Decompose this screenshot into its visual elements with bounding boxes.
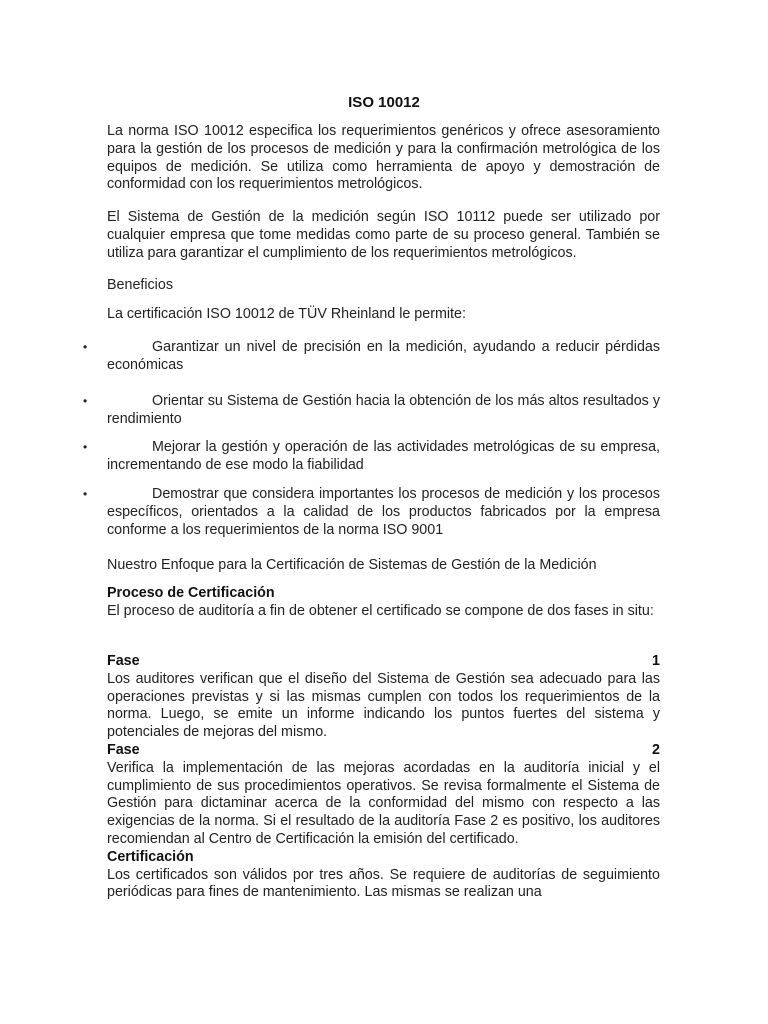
intro-paragraph-1: La norma ISO 10012 especifica los requerimientos genéricos y ofrece asesoramiento para la gestión de los procesos de medición y para la confirmación metrológica de los equipos de medición. Se utiliza como herramienta de apoyo y demostración de conformidad con los requerimientos metrológicos.: [107, 123, 660, 193]
list-item-text: Demostrar que considera importantes los procesos de medición y los procesos específicos, orientados a la calidad de los productos fabricados por la empresa conforme a los requerimientos de la norma ISO 9001: [107, 486, 660, 538]
fase-label: Fase: [107, 741, 140, 758]
fase-1-text: Los auditores verifican que el diseño del Sistema de Gestión sea adecuado para las operaciones previstas y si las mismas cumplen con todos los requerimientos de la norma. Luego, se emite un informe indicando los puntos fuertes del sistema y potenciales de mejoras del mismo.: [107, 670, 660, 741]
bullet-icon: •: [83, 487, 88, 501]
fase-2-heading: [107, 742, 660, 760]
list-item: [83, 393, 660, 429]
benefits-heading: Beneficios: [107, 277, 173, 293]
fase-section: [107, 653, 660, 902]
process-section: [107, 585, 660, 621]
document-title: ISO 10012: [348, 94, 420, 111]
fase-number: 2: [652, 741, 660, 758]
process-heading: Proceso de Certificación: [107, 585, 275, 601]
fase-2-text: Verifica la implementación de las mejoras acordadas en la auditoría inicial y el cumplimiento de sus procedimientos operativos. Se revisa formalmente el Sistema de Gestión para dictaminar acerca de la conformidad del mismo con respecto a las exigencias de la norma. Si el resultado de la auditoría Fase 2 es positivo, los auditores recomiendan al Centro de Certificación la emisión del certificado.: [107, 759, 660, 847]
list-item: [83, 439, 660, 475]
fase-1-heading: [107, 653, 660, 671]
fase-number: 1: [652, 653, 660, 669]
list-item-text: Mejorar la gestión y operación de las actividades metrológicas de su empresa, incrementando de ese modo la fiabilidad: [107, 439, 660, 473]
approach-heading: Nuestro Enfoque para la Certificación de Sistemas de Gestión de la Medición: [107, 557, 597, 573]
cert-text: Los certificados son válidos por tres años. Se requiere de auditorías de seguimiento periódicas para fines de mantenimiento. Las mismas se realizan una: [107, 866, 660, 901]
list-item: [83, 339, 660, 375]
list-item: [83, 486, 660, 539]
fase-label: Fase: [107, 653, 140, 669]
cert-heading: Certificación: [107, 848, 194, 865]
list-item-text: Garantizar un nivel de precisión en la medición, ayudando a reducir pérdidas económicas: [107, 339, 660, 373]
list-item-text: Orientar su Sistema de Gestión hacia la obtención de los más altos resultados y rendimiento: [107, 393, 660, 427]
benefits-intro: La certificación ISO 10012 de TÜV Rheinland le permite:: [107, 306, 466, 322]
bullet-icon: •: [83, 394, 88, 408]
intro-paragraph-2: El Sistema de Gestión de la medición según ISO 10112 puede ser utilizado por cualquier empresa que tome medidas como parte de su proceso general. También se utiliza para garantizar el cumplimiento de los requerimientos metrológicos.: [107, 209, 660, 261]
bullet-icon: •: [83, 440, 88, 454]
bullet-icon: •: [83, 340, 88, 354]
process-intro: El proceso de auditoría a fin de obtener el certificado se compone de dos fases in situ:: [107, 602, 654, 619]
